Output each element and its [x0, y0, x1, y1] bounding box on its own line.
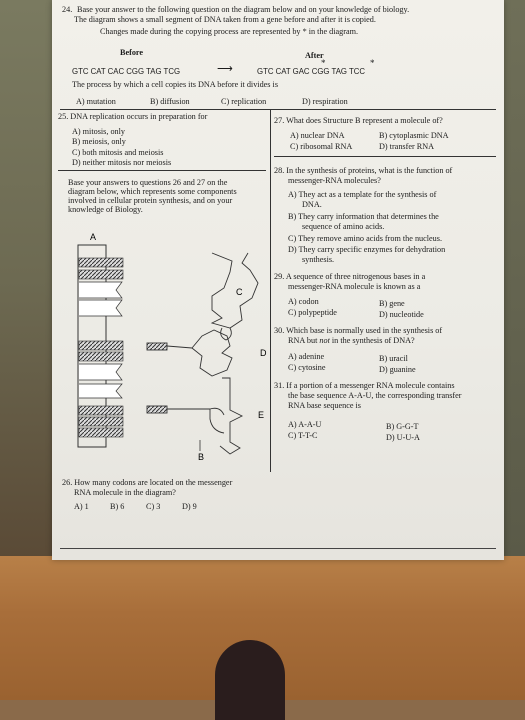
- before-label: Before: [120, 48, 144, 57]
- divider-bottom: [60, 548, 496, 549]
- base-text-line2: diagram below, which represents some components: [68, 187, 237, 196]
- q24-choice-c[interactable]: C) replication: [221, 97, 267, 106]
- q24-line2: The diagram shows a small segment of DNA taken from a gene before and after it is copied.: [74, 15, 376, 24]
- trna-e: [147, 378, 242, 454]
- divider-top: [60, 109, 496, 110]
- q28-choice-b[interactable]: B) They carry information that determines the: [288, 212, 439, 221]
- worksheet-page: [52, 0, 504, 560]
- q31-line2: the base sequence A-A-U, the corresponding transfer: [288, 391, 462, 400]
- base-text-line3: involved in cellular protein synthesis, and on your: [68, 196, 233, 205]
- diagram-label-e: E: [258, 410, 265, 420]
- q24-choice-d[interactable]: D) respiration: [302, 97, 348, 106]
- q25-question: 25. DNA replication occurs in preparation for: [58, 112, 208, 121]
- base-text-line4: knowledge of Biology.: [68, 205, 143, 214]
- foot: [215, 640, 285, 720]
- arrow-icon: ⟶: [217, 63, 233, 75]
- after-label: After: [305, 51, 324, 60]
- q29-choice-b[interactable]: B) gene: [379, 299, 405, 308]
- mutation-star-2: *: [370, 58, 375, 68]
- q25-choice-b[interactable]: B) meiosis, only: [72, 137, 126, 146]
- diagram-label-b: B: [198, 452, 205, 462]
- divider-q27: [274, 156, 496, 157]
- nucleotide-rows: [79, 258, 123, 437]
- trna-d: [147, 330, 232, 376]
- base-text-line1: Base your answers to questions 26 and 27 on the: [68, 178, 228, 187]
- q28-choice-a-cont: DNA.: [302, 200, 322, 209]
- q24-number: 24.: [62, 5, 73, 14]
- q26-line1: 26. How many codons are located on the messenger: [62, 478, 233, 487]
- q28-choice-a[interactable]: A) They act as a template for the synthesis of: [288, 190, 437, 199]
- q26-choice-c[interactable]: C) 3: [146, 502, 161, 511]
- q30-line2: RNA but not in the synthesis of DNA?: [288, 336, 415, 345]
- q30-choice-b[interactable]: B) uracil: [379, 354, 408, 363]
- q28-choice-d[interactable]: D) They carry specific enzymes for dehydration: [288, 245, 446, 254]
- q27-choice-b[interactable]: B) cytoplasmic DNA: [379, 131, 449, 140]
- q24-question: The process by which a cell copies its DNA before it divides is: [72, 80, 279, 89]
- q24-choice-b[interactable]: B) diffusion: [150, 97, 190, 106]
- q29-choice-a[interactable]: A) codon: [288, 297, 319, 306]
- q30-choice-c[interactable]: C) cytosine: [288, 363, 326, 372]
- before-sequence: GTC CAT CAC CGG TAG TCG: [72, 67, 181, 76]
- q24-line1: Base your answer to the following question on the diagram below and on your knowledge of biology.: [77, 5, 410, 14]
- after-sequence: GTC CAT GAC CGG TAG TCC: [257, 67, 366, 76]
- column-divider: [270, 110, 271, 472]
- q29-choice-c[interactable]: C) polypeptide: [288, 308, 337, 317]
- q26-line2: RNA molecule in the diagram?: [74, 488, 176, 497]
- trna-c: [212, 253, 258, 340]
- q28-line1: 28. In the synthesis of proteins, what is the function of: [274, 166, 453, 175]
- q31-choice-d[interactable]: D) U-U-A: [386, 433, 420, 442]
- q31-choice-b[interactable]: B) G-G-T: [386, 422, 419, 431]
- q31-line1: 31. If a portion of a messenger RNA molecule contains: [274, 381, 455, 390]
- q29-choice-d[interactable]: D) nucleotide: [379, 310, 424, 319]
- diagram-label-a: A: [90, 232, 97, 242]
- q30-choice-a[interactable]: A) adenine: [288, 352, 325, 361]
- q31-line3: RNA base sequence is: [288, 401, 361, 410]
- q27-question: 27. What does Structure B represent a molecule of?: [274, 116, 443, 125]
- q27-choice-a[interactable]: A) nuclear DNA: [290, 131, 345, 140]
- q24-line3: Changes made during the copying process are represented by * in the diagram.: [100, 27, 359, 36]
- q30-line1: 30. Which base is normally used in the synthesis of: [274, 326, 443, 335]
- q31-choice-a[interactable]: A) A-A-U: [288, 420, 322, 429]
- q27-choice-c[interactable]: C) ribosomal RNA: [290, 142, 353, 151]
- diagram-label-c: C: [236, 287, 243, 297]
- q28-choice-c[interactable]: C) They remove amino acids from the nucleus.: [288, 234, 443, 243]
- q29-line2: messenger-RNA molecule is known as a: [288, 282, 421, 291]
- q28-choice-b-cont: sequence of amino acids.: [302, 222, 385, 231]
- background-left: [0, 0, 58, 560]
- protein-synthesis-diagram: [52, 228, 270, 468]
- q26-choice-a[interactable]: A) 1: [74, 502, 89, 511]
- q26-choice-b[interactable]: B) 6: [110, 502, 125, 511]
- q27-choice-d[interactable]: D) transfer RNA: [379, 142, 435, 151]
- q28-choice-d-cont: synthesis.: [302, 255, 335, 264]
- q29-line1: 29. A sequence of three nitrogenous bases in a: [274, 272, 426, 281]
- q31-choice-c[interactable]: C) T-T-C: [288, 431, 318, 440]
- q25-choice-d[interactable]: D) neither mitosis nor meiosis: [72, 158, 172, 167]
- divider-q25: [58, 170, 266, 171]
- q26-choice-d[interactable]: D) 9: [182, 502, 197, 511]
- q24-choice-a[interactable]: A) mutation: [76, 97, 116, 106]
- diagram-label-d: D: [260, 348, 267, 358]
- q28-line2: messenger-RNA molecules?: [288, 176, 381, 185]
- q25-choice-c[interactable]: C) both mitosis and meiosis: [72, 148, 164, 157]
- mutation-star-1: *: [321, 58, 326, 68]
- q30-choice-d[interactable]: D) guanine: [379, 365, 416, 374]
- q25-choice-a[interactable]: A) mitosis, only: [72, 127, 125, 136]
